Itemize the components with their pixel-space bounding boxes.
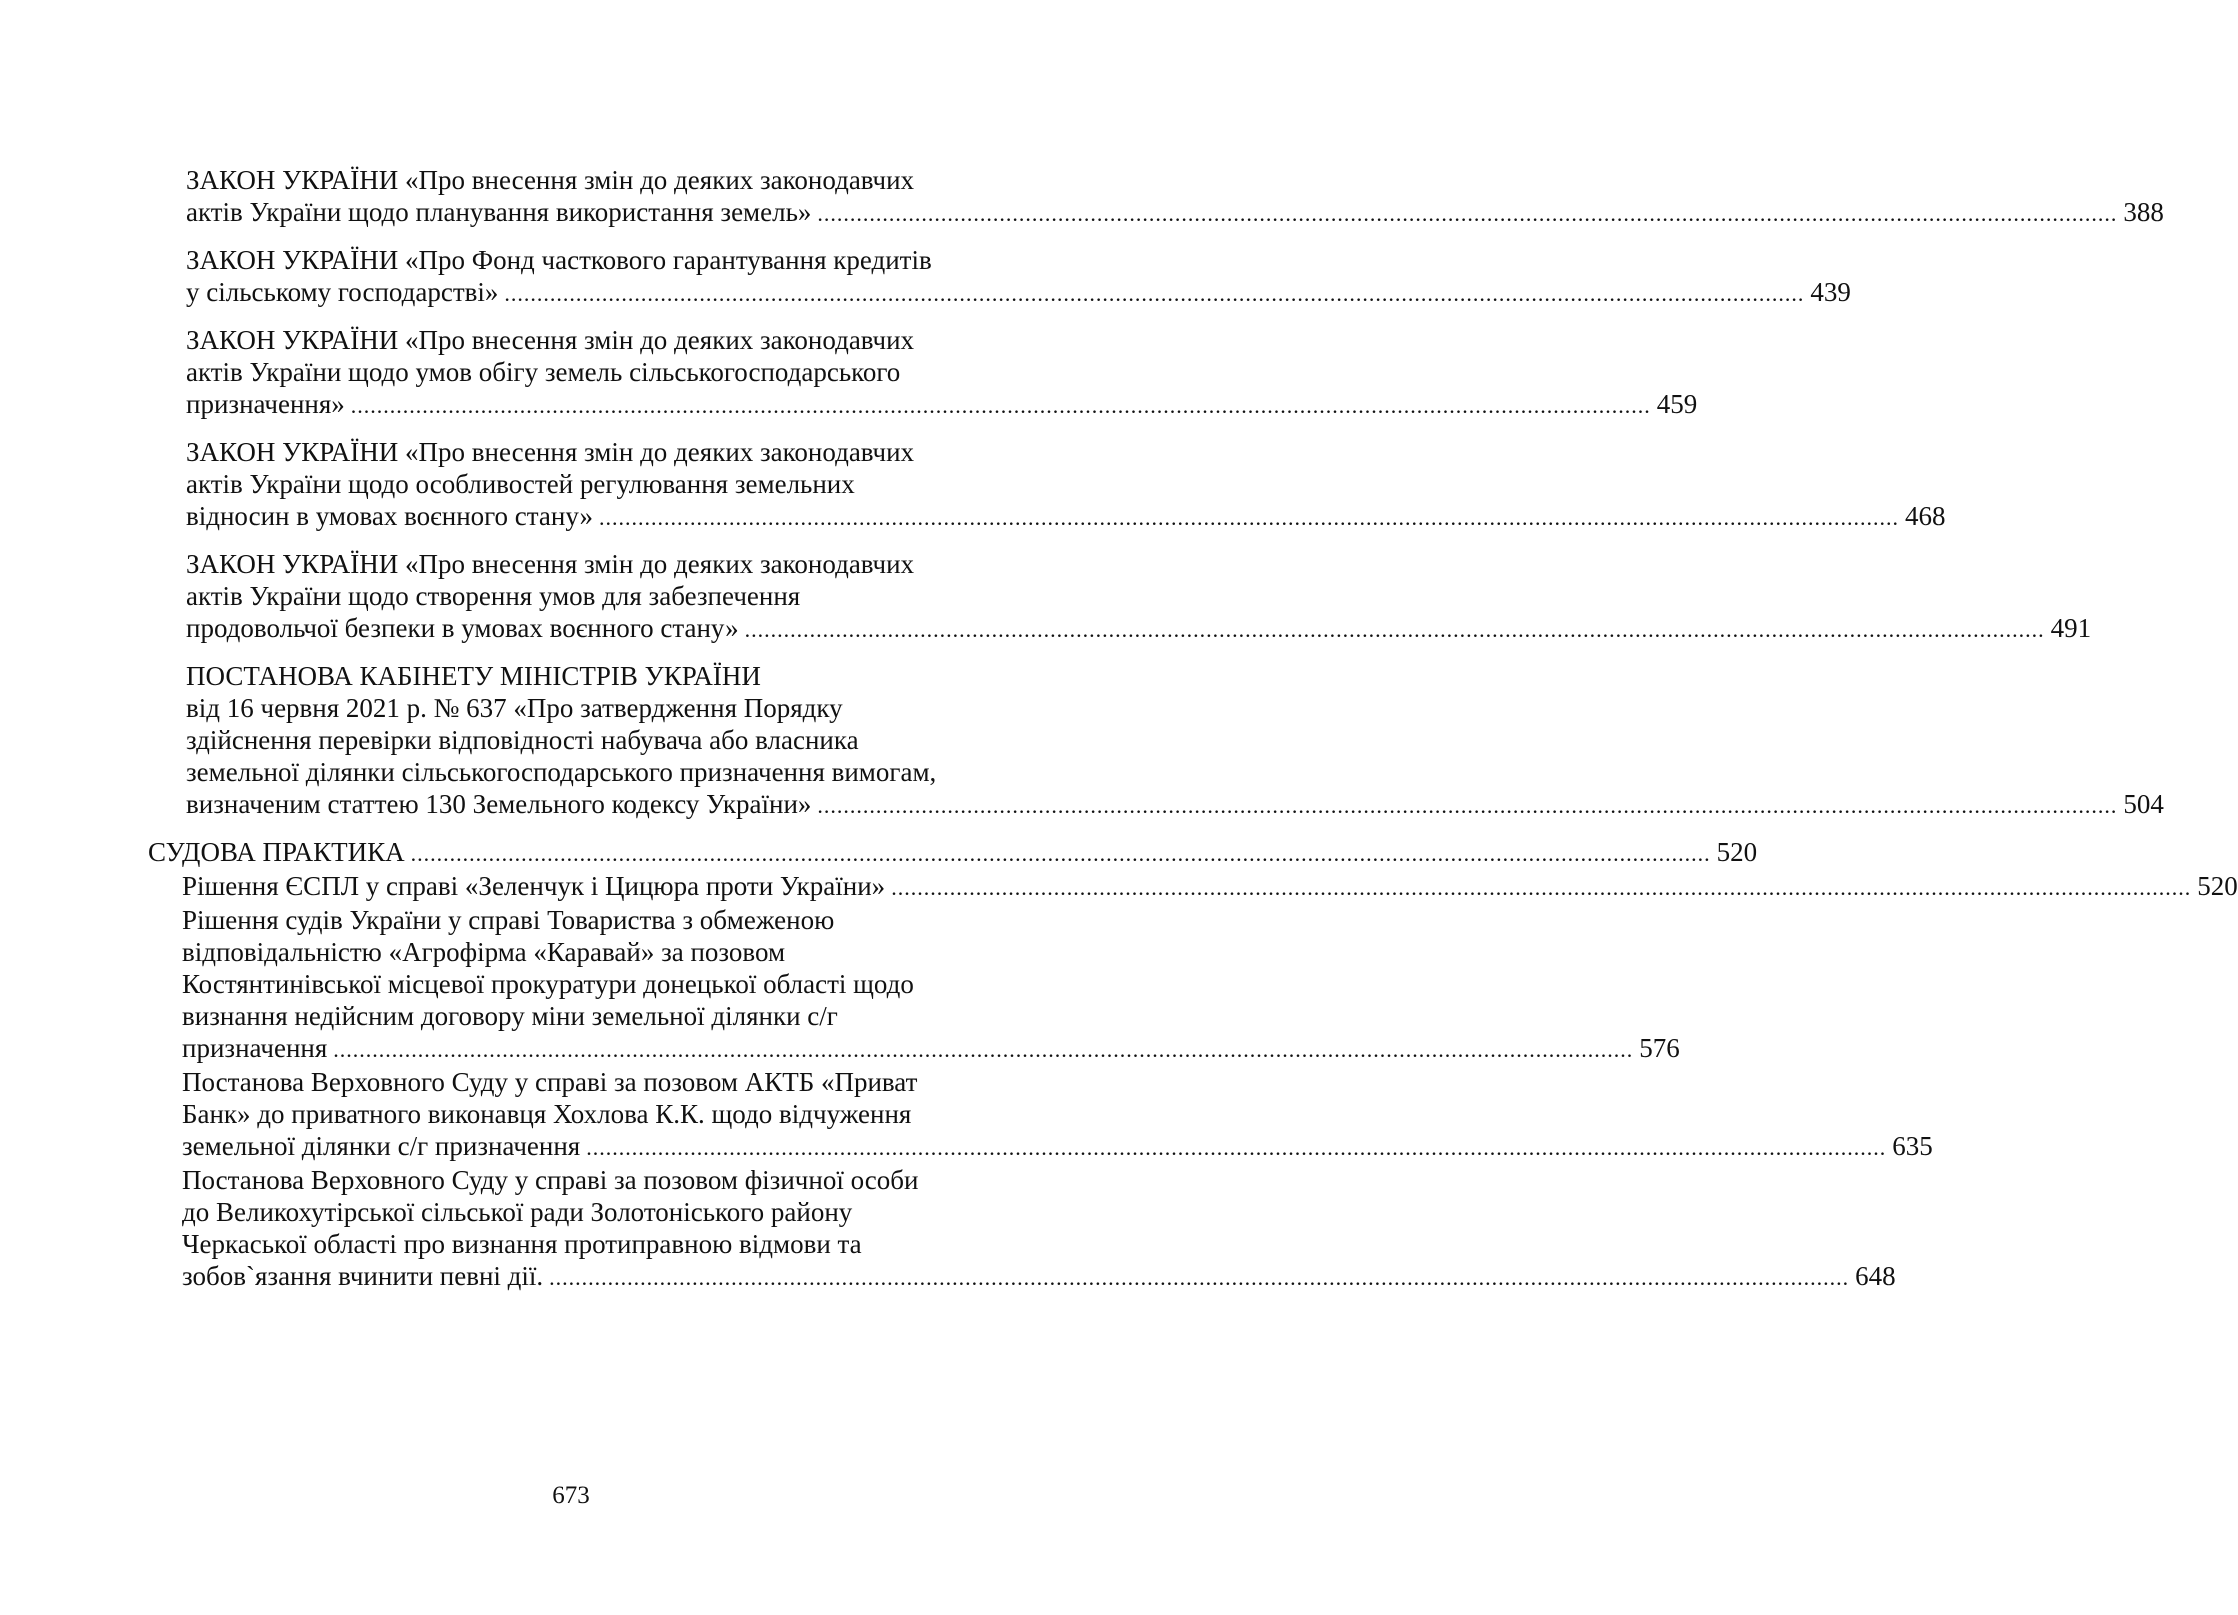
toc-entry-last-line [182,1260,1896,1294]
toc-entry-last-line [182,870,2238,904]
page-number: 673 [552,1482,590,1509]
dot-leader: ........................................................................................................................................................................................................ [586,1135,1887,1160]
dot-leader: ........................................................................................................................................................................................................ [744,617,2045,642]
toc-entry-line: Постанова Верховного Суду у справі за позовом АКТБ «Приват [182,1067,918,1097]
toc-entry-line: Черкаської області про визнання протиправною відмови та [182,1229,862,1259]
toc-entry-line: актів України щодо особливостей регулювання земельних [186,469,855,499]
toc-entry-text: визначеним статтею 130 Земельного кодексу України» [186,789,812,819]
toc-entry-line: від 16 червня 2021 р. № 637 «Про затвердження Порядку [186,693,843,723]
dot-leader: ........................................................................................................................................................................................................ [599,505,1900,530]
toc-entry-line: Костянтинівської місцевої прокуратури донецької області щодо [182,969,914,999]
toc-entry-line: Банк» до приватного виконавця Хохлова К.К. щодо відчуження [182,1099,912,1129]
toc-entry-text: Рішення ЄСПЛ у справі «Зеленчук і Цицюра проти України» [182,871,886,901]
toc-entry [148,324,1698,422]
toc-entry [148,548,2092,646]
toc-entry-line: ЗАКОН УКРАЇНИ «Про Фонд часткового гарантування кредитів [186,245,932,275]
toc-entry [148,164,2164,230]
toc-page-number: 576 [1639,1033,1680,1063]
toc-entry-line: земельної ділянки сільськогосподарського призначення вимогам, [186,757,937,787]
toc-entry-line: Постанова Верховного Суду у справі за позовом фізичної особи [182,1165,919,1195]
toc-page-number: 635 [1892,1131,1933,1161]
dot-leader: ........................................................................................................................................................................................................ [333,1037,1634,1062]
toc-entry [148,436,1946,534]
toc-entry-last-line [186,388,1698,422]
toc-subentry [148,1164,1896,1294]
toc-entry-last-line [186,612,2092,646]
toc-entry-line: ЗАКОН УКРАЇНИ «Про внесення змін до деяких законодавчих [186,165,915,195]
toc-entry-last-line [186,500,1946,534]
toc-entry-line: ЗАКОН УКРАЇНИ «Про внесення змін до деяких законодавчих [186,325,915,355]
toc-subentry [148,1066,1933,1164]
toc-entry-text: відносин в умовах воєнного стану» [186,501,594,531]
dot-leader: ........................................................................................................................................................................................................ [817,201,2118,226]
toc-entry-last-line [186,788,2164,822]
toc-entry-line: ПОСТАНОВА КАБІНЕТУ МІНІСТРІВ УКРАЇНИ [186,661,761,691]
dot-leader: ........................................................................................................................................................................................................ [350,393,1651,418]
toc-entry-text: актів України щодо планування використання земель» [186,197,812,227]
toc-page-number: 459 [1656,389,1698,419]
toc-entry-text: у сільському господарстві» [186,277,499,307]
toc-page-number: 648 [1855,1261,1896,1291]
toc-page-number: 439 [1810,277,1851,307]
toc-page-number: 468 [1905,501,1946,531]
toc-entry-line: актів України щодо створення умов для забезпечення [186,581,801,611]
toc-entry-line: до Великохутірської сільської ради Золотоніського району [182,1197,853,1227]
toc-entry-text: призначення» [186,389,345,419]
toc-section-title: СУДОВА ПРАКТИКА [148,837,405,867]
toc-section-court-practice [148,836,2238,1294]
toc-entry-line: визнання недійсним договору міни земельної ділянки с/г [182,1001,838,1031]
toc-entry-text: земельної ділянки с/г призначення [182,1131,581,1161]
toc-page-number: 520 [2197,871,2238,901]
toc-entry [148,244,1851,310]
dot-leader: ........................................................................................................................................................................................................ [410,841,1711,866]
toc-entry-line: відповідальністю «Агрофірма «Каравай» за позовом [182,937,786,967]
toc-section-heading [148,836,1758,870]
dot-leader: ........................................................................................................................................................................................................ [817,793,2118,818]
toc-entry-line: Рішення судів України у справі Товариства з обмеженою [182,905,835,935]
toc-entry-text: продовольчої безпеки в умовах воєнного стану» [186,613,739,643]
toc-entry-text: призначення [182,1033,328,1063]
toc-subentry [148,870,2238,904]
toc-page-number: 491 [2050,613,2092,643]
dot-leader: ........................................................................................................................................................................................................ [891,875,2192,900]
table-of-contents [148,164,2238,1294]
toc-entry-last-line [186,276,1851,310]
toc-entry-last-line [186,196,2164,230]
toc-entry-line: ЗАКОН УКРАЇНИ «Про внесення змін до деяких законодавчих [186,549,915,579]
toc-entry-line: ЗАКОН УКРАЇНИ «Про внесення змін до деяких законодавчих [186,437,915,467]
toc-page-number: 504 [2123,789,2164,819]
toc-entry-line: здійснення перевірки відповідності набувача або власника [186,725,859,755]
toc-page-number: 388 [2123,197,2164,227]
toc-entry-text: зобов`язання вчинити певні дії. [182,1261,544,1291]
toc-page-number: 520 [1716,837,1758,867]
toc-subentry [148,904,1680,1066]
dot-leader: ........................................................................................................................................................................................................ [504,281,1805,306]
toc-entry-last-line [182,1130,1933,1164]
toc-entry-line: актів України щодо умов обігу земель сільськогосподарського [186,357,901,387]
toc-entry-last-line [182,1032,1680,1066]
toc-entry [148,660,2164,822]
dot-leader: ........................................................................................................................................................................................................ [549,1265,1850,1290]
